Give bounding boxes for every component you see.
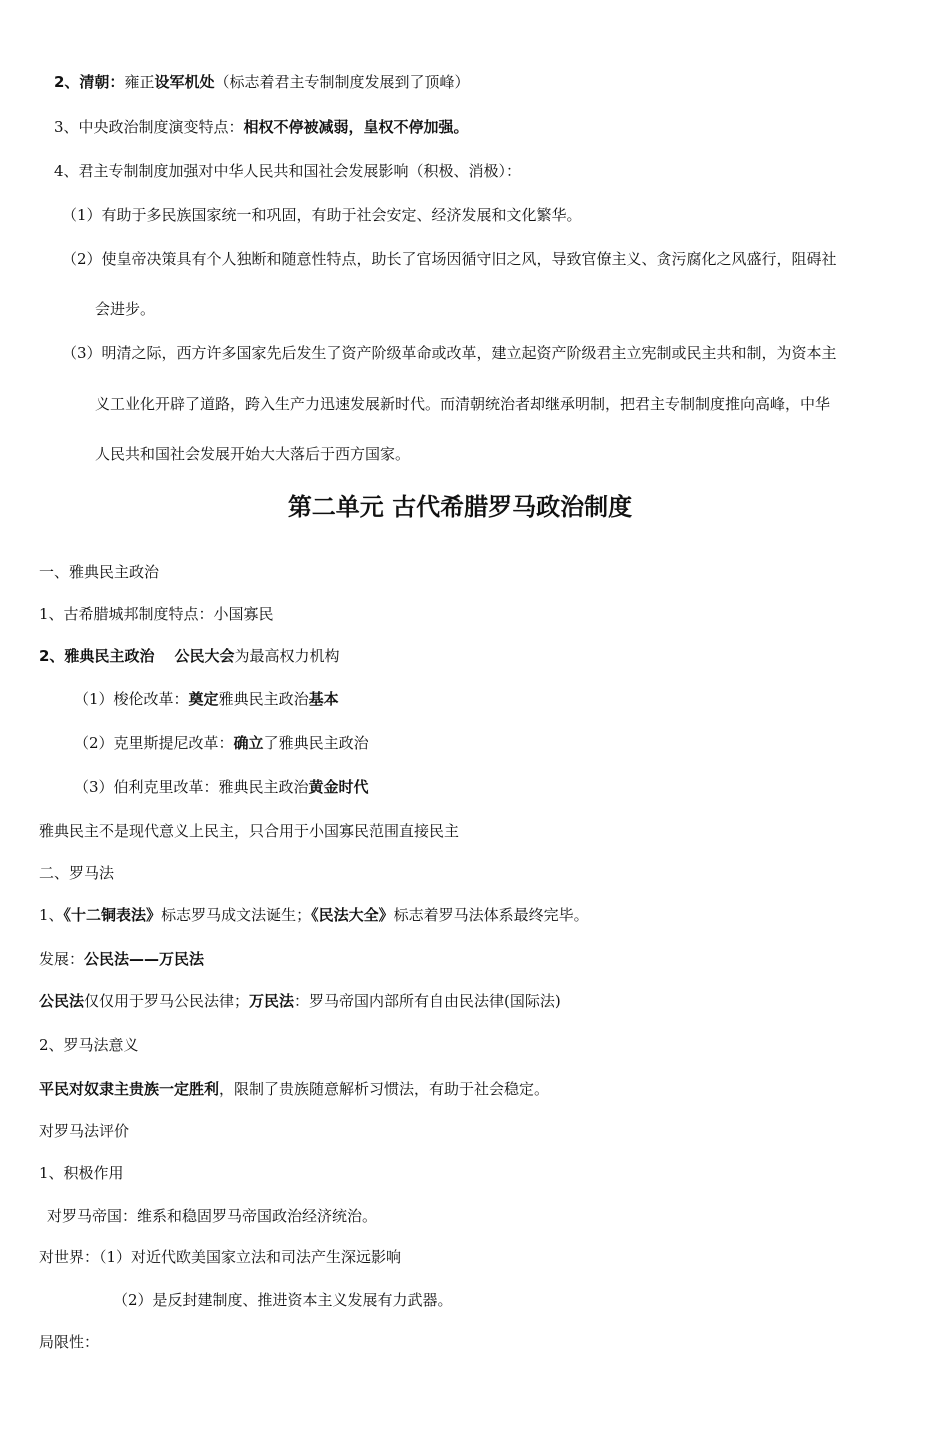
item-world-1: 对世界：（1）对近代欧美国家立法和司法产生深远影响: [39, 1248, 402, 1266]
para-influence-3a: （3）明清之际，西方许多国家先后发生了资产阶级革命或改革，建立起资产阶级君主立宪制或民主共和制，为资本主: [62, 344, 837, 362]
para-evolution-feature: 3、中央政治制度演变特点：相权不停被减弱，皇权不停加强。: [54, 118, 469, 136]
para-influence-2a: （2）使皇帝决策具有个人独断和随意性特点，助长了官场因循守旧之风，导致官僚主义、贪污腐化之风盛行，阻碍社: [62, 250, 837, 268]
item-development: 发展：公民法——万民法: [39, 950, 205, 968]
item-limitations: 局限性：: [39, 1333, 100, 1351]
para-influence-3b: 义工业化开辟了道路，跨入生产力迅速发展新时代。而清朝统治者却继承明制，把君主专制制度推向高峰，中华: [95, 395, 831, 413]
item-empire: 对罗马帝国：维系和稳固罗马帝国政治经济统治。: [47, 1207, 378, 1225]
para-influence-3c: 人民共和国社会发展开始大大落后于西方国家。: [95, 445, 411, 463]
para-influence-heading: 4、君主专制制度加强对中华人民共和国社会发展影响（积极、消极）：: [54, 162, 522, 180]
unit-title: 第二单元 古代希腊罗马政治制度: [287, 493, 633, 521]
item-athens-democracy: 2、雅典民主政治 公民大会为最高权力机构: [39, 647, 340, 665]
section-athens: 一、雅典民主政治: [39, 563, 160, 581]
reform-cleisthenes: （2）克里斯提尼改革：确立了雅典民主政治: [74, 734, 369, 752]
note-athens-democracy: 雅典民主不是现代意义上民主，只合用于小国寡民范围直接民主: [39, 822, 460, 840]
item-significance-heading: 2、罗马法意义: [39, 1036, 139, 1054]
para-influence-1: （1）有助于多民族国家统一和巩固，有助于社会安定、经济发展和文化繁华。: [62, 206, 582, 224]
item-polis-feature: 1、古希腊城邦制度特点：小国寡民: [39, 605, 274, 623]
item-roman-law-texts: 1、《十二铜表法》标志罗马成文法诞生；《民法大全》标志着罗马法体系最终完毕。: [39, 906, 589, 924]
item-world-2: （2）是反封建制度、推进资本主义发展有力武器。: [113, 1291, 453, 1309]
reform-pericles: （3）伯利克里改革：雅典民主政治黄金时代: [74, 778, 369, 796]
item-civil-vs-gentium: 公民法仅仅用于罗马公民法律；万民法：罗马帝国内部所有自由民法律(国际法): [39, 992, 561, 1010]
item-evaluation: 对罗马法评价: [39, 1122, 130, 1140]
item-positive: 1、积极作用: [39, 1164, 124, 1182]
para-influence-2b: 会进步。: [95, 300, 156, 318]
reform-solon: （1）梭伦改革：奠定雅典民主政治基本: [74, 690, 339, 708]
para-qing-dynasty: 2、清朝：雍正设军机处（标志着君主专制制度发展到了顶峰）: [54, 73, 470, 91]
section-roman-law: 二、罗马法: [39, 864, 115, 882]
item-significance: 平民对奴隶主贵族一定胜利，限制了贵族随意解析习惯法，有助于社会稳定。: [39, 1080, 550, 1098]
